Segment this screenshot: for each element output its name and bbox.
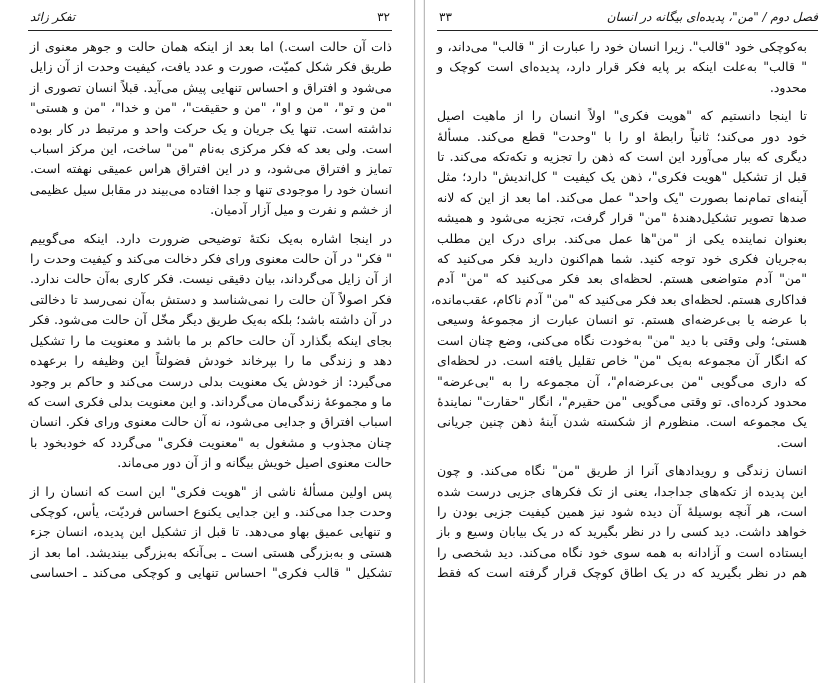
text-line: "من" آدم متواضعی هستم. لحظه‌ای بعد فکر می‌کنید که "من" آدم bbox=[437, 271, 807, 287]
text-line: که انگار آن مجموعه به‌یک "من" خاص تقلیل یافته است. در لحظه‌ای bbox=[437, 353, 807, 369]
text-line: بعنوان نماینده یکی از "من"ها عمل می‌کند. برای درک این مطلب bbox=[437, 230, 807, 246]
right-page-number bbox=[439, 10, 452, 30]
header-rule bbox=[437, 30, 818, 31]
text-line: است. bbox=[776, 434, 807, 450]
left-body-text bbox=[27, 37, 392, 584]
running-title: فصل دوم / "من"، پدیده‌ای بیگانه در انسان bbox=[606, 10, 818, 24]
text-line: انسان خود را موجودی تنها و جدا افتاده می‌بیند در مقابل سیل عظیمی bbox=[29, 181, 392, 197]
text-line: پس اولین مسألهٔ ناشی از "هویت فکری" این است که انسان را از bbox=[30, 483, 392, 499]
right-header-title bbox=[607, 10, 818, 30]
text-line: این پدیده از تکه‌های جداجدا، یعنی از تک فکرهای جزیی درست شده bbox=[437, 483, 807, 499]
text-line: ما و مجموعهٔ زندگی‌مان می‌گرداند. و این معنویت بدلی فکری است که bbox=[27, 393, 392, 409]
text-line: است، هر آنچه بوسیلهٔ آن دیده شود نیز همین کیفیت جزیی بودن را bbox=[437, 503, 807, 519]
text-line: دیگری که ببار می‌آورد این است که ذهن را تجزیه و تکه‌تکه می‌کند. تا bbox=[437, 149, 807, 165]
text-line: وحدت جدا می‌کند. و این جدایی یکنوع احساس فردیّت، یأس، کوچکی bbox=[30, 503, 392, 519]
text-line: اسباب افتراق و جدایی می‌شود، نه آن حالت معنوی ورای فکر. انسان bbox=[30, 414, 392, 430]
text-line: هستی؛ ولی وقتی با دید "من" به‌خودت نگاه می‌کنی، وضع چنان است bbox=[437, 332, 807, 348]
text-line: "من و تو"، "من و او"، "من و حقیقت"، "من و خدا"، "من و هستی" bbox=[30, 100, 392, 116]
text-line: یک مجموعه است. منظورم از شکسته شدن آینهٔ ذهن چنین جریانی bbox=[437, 414, 807, 430]
right-body-text bbox=[430, 37, 807, 584]
page-number: ۳۳ bbox=[439, 10, 452, 24]
text-line: به‌کوچکی خود "قالب". زیرا انسان خود را عبارت از " قالب" می‌داند، و bbox=[437, 39, 807, 54]
left-page bbox=[0, 0, 414, 683]
text-line: محدود. bbox=[769, 79, 807, 95]
text-line: چنان مجذوب و مشغول به "معنویت فکری" می‌گردد که خودبخود با bbox=[30, 434, 392, 450]
text-line: آینه‌ای تمام‌نما بصورت "یک واحد" عمل می‌کند. اما بعد از این که لانه bbox=[437, 189, 807, 205]
text-line: طریق فکر شکل کمیّت، صورت و عدد یافت، کیفیت وحدت از آن زایل bbox=[30, 59, 392, 75]
text-line: هم در نظر بگیرید که در یک اطاق کوچک قرار گرفته است که فقط bbox=[437, 565, 807, 581]
text-line: بجای اینکه بگذارد آن حالت حاکم بر ما باشد و معنویت ما را تشکیل bbox=[30, 332, 392, 348]
text-line: از خشم و نفرت و میل آزار آدمیان. bbox=[210, 202, 392, 218]
text-line: در اینجا اشاره به‌یک نکتهٔ توضیحی ضرورت دارد. اینکه می‌گوییم bbox=[30, 230, 392, 246]
paragraph-gap bbox=[30, 221, 392, 229]
text-line: از آن زایل می‌گرداند، بیان دقیقی نیست. فکر کاری به‌آن حالت ندارد. bbox=[30, 271, 392, 287]
text-line: در آن داشته باشد؛ بلکه به‌یک طریق دیگر مخّل آن حالت می‌شود. فکر bbox=[30, 312, 392, 328]
text-line: حالت معنوی اصیل خویش بیگانه و از آن دور می‌ماند. bbox=[117, 455, 392, 471]
text-line: هستی و به‌بزرگی هستی است ـ بی‌آنکه به‌بزرگی بیندیشد. اما بعد از bbox=[30, 544, 392, 560]
text-line: ذات آن حالت است.) اما بعد از اینکه همان حالت و جوهر معنوی از bbox=[30, 39, 392, 54]
page-gutter bbox=[414, 0, 425, 683]
text-line: نداشته است. تنها یک جریان و یک حرکت واحد و مرتبط در کار بوده bbox=[30, 120, 392, 136]
right-page bbox=[425, 0, 838, 683]
text-line: صدها تصویر تشکیل‌دهندهٔ "من" قرار گرفت، تجزیه می‌شود و همیشه bbox=[437, 210, 807, 226]
text-line: می‌گیرد: از خودش یک معنویت بدلی درست می‌کند و حاکم بر وجود bbox=[30, 373, 392, 389]
header-rule bbox=[28, 30, 392, 31]
page-number: ۳۲ bbox=[377, 10, 390, 24]
text-line: با عرضه یا بی‌عرضه‌ای هستم. تو انسان عبارت از مجموعهٔ وسیعی bbox=[437, 312, 807, 328]
text-line: خواهد داشت. دید کسی را در نظر بگیرید که در یک بیابان وسیع و باز bbox=[437, 524, 807, 540]
left-page-number bbox=[377, 10, 390, 30]
text-line: خود دور می‌کند؛ ثانیاً رابطهٔ او را با "وحدت" قطع می‌کند. مسألهٔ bbox=[437, 128, 807, 144]
text-line: انسان زندگی و رویدادهای آنرا از طریق "من" نگاه می‌کند. و چون bbox=[437, 463, 807, 479]
text-line: که داری می‌گویی "من بی‌عرضه‌ام"، آن مجموعه را به "بی‌عرضه" bbox=[437, 373, 807, 389]
text-line: به‌جریان فکری خود توجه کنید. شما هم‌اکنون دارید فکر می‌کنید که bbox=[437, 251, 807, 267]
text-line: و تنهایی عمیق بهاو می‌دهد. تا قبل از تشکیل این پدیده، انسان جزء bbox=[30, 524, 392, 540]
left-header-title bbox=[30, 10, 75, 30]
paragraph-gap bbox=[437, 453, 807, 461]
text-line: فکر اصولاً آن حالت را نمی‌شناسد و دستش به‌آن نمی‌رسد تا دخالتی bbox=[30, 291, 392, 307]
running-title: تفکر زائد bbox=[30, 10, 76, 24]
text-line: تمایز و افتراق می‌شود، و در این افتراق هراس عمیقی نهفته است. bbox=[30, 161, 392, 177]
text-line: ایستاده است و آزادانه به همه سوی خود نگاه می‌کند. دید شخصی را bbox=[437, 544, 807, 560]
text-line: فداکاری هستم. لحظه‌ای بعد فکر می‌کنید که "من" آدم ناکام، عقب‌مانده، bbox=[430, 291, 807, 307]
paragraph-gap bbox=[30, 474, 392, 482]
text-line: " فکر" در آن حالت معنوی ورای فکر دخالت می‌کند و کیفیت وحدت را bbox=[30, 251, 392, 267]
text-line: " قالب" به‌علت اینکه بر پایه فکر قرار دارد، پدیده‌ای است کوچک و bbox=[437, 59, 807, 75]
text-line: تا اینجا دانستیم که "هویت فکری" اولاً انسان را از ماهیت اصیل bbox=[437, 108, 807, 124]
text-line: دهد و زندگی ما را بپرخاند خودش فضولتاً این وظیفه را برعهده bbox=[30, 353, 392, 369]
text-line: محدود کرده‌ای. تو وقتی می‌گویی "من حقیرم"، انگار "حقارت" نمایندهٔ bbox=[437, 393, 807, 409]
text-line: قبل از تشکیل "هویت فکری"، ذهن یک کیفیت " کل‌اندیش" دارد؛ مثل bbox=[437, 169, 807, 185]
text-line: است. ولی بعد که فکر مرکزی به‌نام "من" ساخت، این مرکز اسباب bbox=[30, 141, 392, 157]
paragraph-gap bbox=[437, 98, 807, 106]
text-line: می‌شود و افتراق و احساس تنهایی پیش می‌آید. قبلاً انسان تصوری از bbox=[30, 79, 392, 95]
text-line: تشکیل " قالب فکری" احساس تنهایی و کوچکی می‌کند ـ احساسی bbox=[30, 565, 392, 581]
